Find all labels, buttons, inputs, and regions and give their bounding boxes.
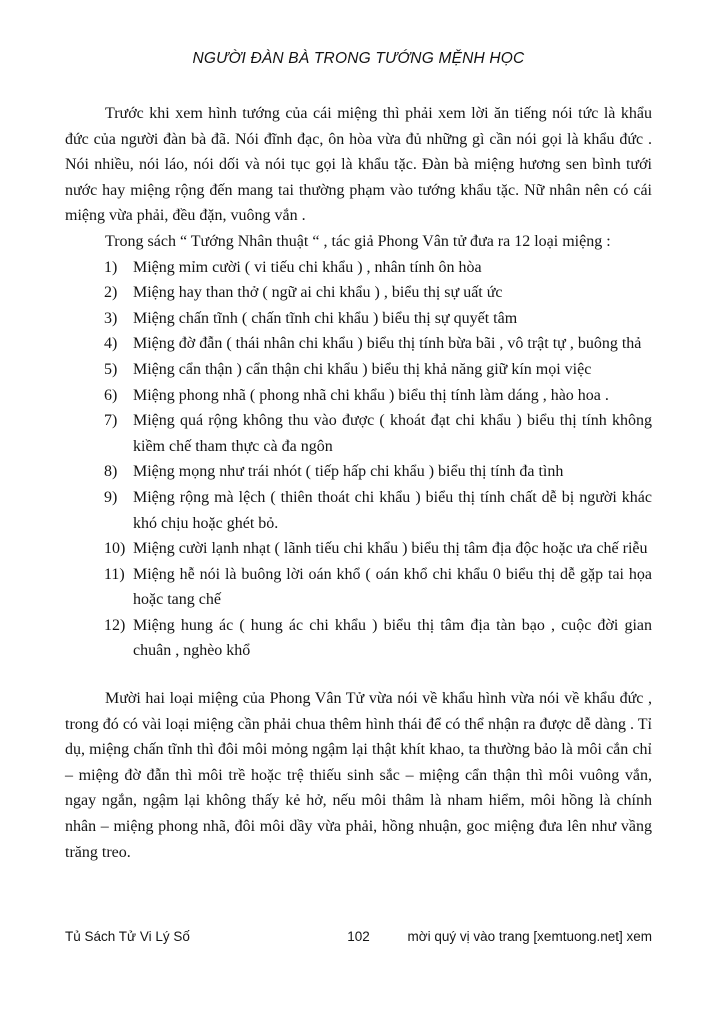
list-item-text: Miệng phong nhã ( phong nhã chi khẩu ) biểu thị tính làm dáng , hào hoa . [133, 386, 609, 404]
list-item-text: Miệng cẩn thận ) cẩn thận chi khẩu ) biểu thị khả năng giữ kín mọi việc [133, 360, 592, 378]
list-item-number: 10) [104, 540, 126, 558]
list-item-text: Miệng mọng như trái nhót ( tiếp hấp chi khẩu ) biểu thị tính đa tình [133, 463, 564, 481]
list-item [104, 536, 652, 562]
list-item [104, 459, 652, 485]
list-item-text: Miệng hễ nói là buông lời oán khổ ( oán khổ chi khẩu 0 biểu thị dễ gặp tai họa hoặc tang chế [133, 565, 652, 609]
list-item-number: 1) [104, 258, 118, 276]
list-item [104, 383, 652, 409]
list-item-number: 2) [104, 284, 118, 302]
list-item-number: 8) [104, 463, 118, 481]
paragraph-intro: Trước khi xem hình tướng của cái miệng thì phải xem lời ăn tiếng nói tức là khẩu đức của người đàn bà đã. Nói đĩnh đạc, ôn hòa vừa đủ những gì cần nói gọi là khẩu đức . Nói nhiều, nói láo, nói dối và nói tục gọi là khẩu tặc. Đàn bà miệng hương sen bình tưới nước hay miệng rộng đến mang tai thường phạm vào tướng khẩu tặc. Nữ nhân nên có cái miệng vừa phải, đều đặn, vuông vắn . [65, 105, 652, 225]
list-item-number: 5) [104, 360, 118, 378]
list-item-number: 6) [104, 386, 118, 404]
list-item-number: 4) [104, 335, 118, 353]
list-item-number: 9) [104, 488, 118, 506]
page-title: NGƯỜI ĐÀN BÀ TRONG TƯỚNG MỆNH HỌC [192, 50, 525, 67]
list-item [104, 331, 652, 357]
list-item-text: Miệng cười lạnh nhạt ( lãnh tiếu chi khẩu ) biểu thị tâm địa độc hoặc ưa chế riễu [133, 540, 648, 558]
list-item-number: 3) [104, 309, 118, 327]
list-item [104, 255, 652, 281]
list-item [104, 306, 652, 332]
list-item-text: Miệng chấn tĩnh ( chấn tĩnh chi khẩu ) biểu thị sự quyết tâm [133, 309, 518, 327]
list-intro-line: Trong sách “ Tướng Nhân thuật “ , tác giả Phong Vân tử đưa ra 12 loại miệng : [105, 232, 611, 250]
footer-site-note: mời quý vị vào trang [xemtuong.net] xem [407, 929, 652, 944]
list-item [104, 280, 652, 306]
list-item-text: Miệng quá rộng không thu vào được ( khoát đạt chi khẩu ) biểu thị tính không kiềm chế tham thực cà đa ngôn [133, 412, 652, 455]
footer-page-number: 102 [347, 929, 370, 944]
paragraph-closing: Mười hai loại miệng của Phong Vân Tử vừa nói về khẩu hình vừa nói về khẩu đức , trong đó có vài loại miệng cần phải chua thêm hình thái để có thể nhận ra được dễ dàng . Tỉ dụ, miệng chấn tĩnh thì đôi môi mỏng ngậm lại thật khít khao, ta thường bảo là môi cắn chỉ – miệng đờ đẫn thì môi trề hoặc trệ thiếu sinh sắc – miệng cẩn thận thì môi vuông vắn, ngay ngắn, ngậm lại không thấy kẻ hở, nếu môi thâm là nham hiểm, môi hồng là chính nhân – miệng phong nhã, đôi môi dầy vừa phải, hồng nhuận, goc miệng đưa lên như vầng trăng treo. [65, 690, 652, 861]
list-item-number: 11) [104, 565, 125, 583]
footer-book-series: Tủ Sách Tử Vi Lý Số [65, 929, 190, 944]
list-item [104, 613, 652, 664]
page-footer [65, 929, 652, 949]
mouth-types-list [65, 255, 652, 665]
list-item-text: Miệng hay than thở ( ngữ ai chi khẩu ) , biểu thị sự uất ức [133, 284, 503, 302]
list-item [104, 357, 652, 383]
list-item [104, 562, 652, 613]
list-item [104, 485, 652, 536]
list-item-number: 7) [104, 412, 118, 430]
list-item-text: Miệng hung ác ( hung ác chi khẩu ) biểu thị tâm địa tàn bạo , cuộc đời gian chuân , nghèo khổ [133, 616, 652, 660]
list-item [104, 408, 652, 459]
list-item-text: Miệng đờ đẫn ( thái nhân chi khẩu ) biểu thị tính bừa bãi , vô trật tự , buông thả [133, 335, 642, 353]
list-item-text: Miệng mỉm cười ( vi tiếu chi khẩu ) , nhân tính ôn hòa [133, 258, 482, 276]
list-item-number: 12) [104, 616, 126, 634]
list-item-text: Miệng rộng mà lệch ( thiên thoát chi khẩu ) biểu thị tính chất dễ bị người khác khó chịu hoặc ghét bỏ. [133, 488, 652, 532]
